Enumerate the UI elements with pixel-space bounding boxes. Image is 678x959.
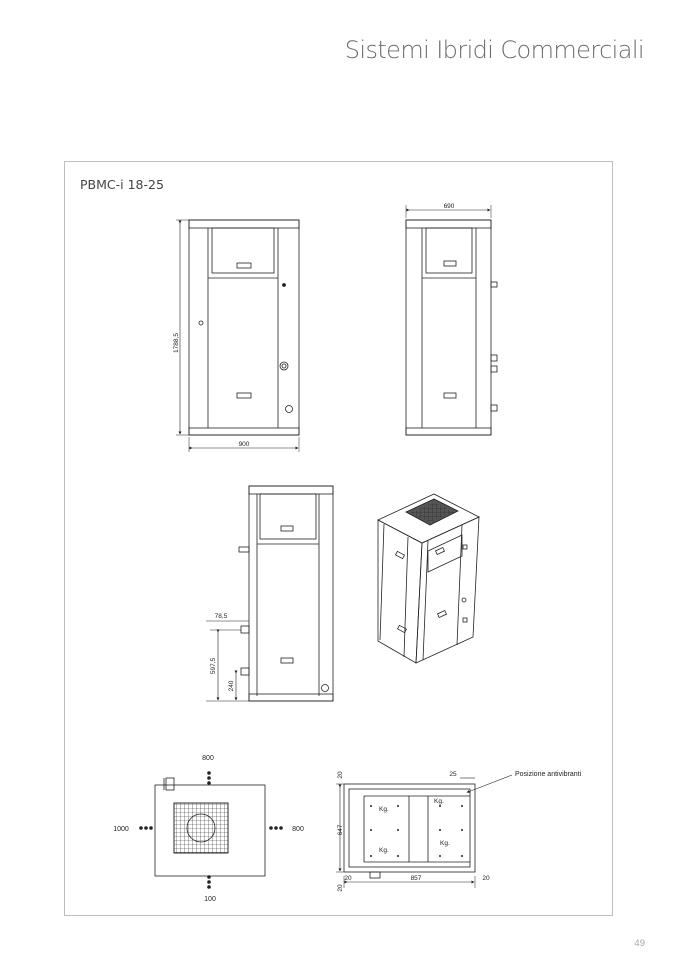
isometric-view — [378, 494, 479, 663]
side-view — [406, 205, 497, 435]
clearance-top: 800 — [202, 755, 214, 762]
base-dim-left-bottom: 20 — [337, 884, 344, 892]
front-height-dim: 1788,5 — [173, 333, 180, 353]
rear-dim-b: 597,5 — [210, 657, 217, 675]
clearance-view — [155, 778, 265, 876]
base-dim-left-top: 20 — [337, 771, 344, 779]
rear-dim-a: 78,5 — [214, 613, 228, 620]
front-view — [176, 220, 299, 452]
rear-view — [206, 486, 333, 701]
side-depth-dim: 690 — [443, 203, 455, 210]
base-view — [336, 775, 512, 888]
kg-label: Kg. — [434, 798, 444, 805]
page-number: 49 — [634, 938, 645, 949]
base-dim-bottom-left: 20 — [344, 875, 352, 882]
kg-label: Kg. — [379, 806, 389, 813]
clearance-right: 800 — [292, 826, 304, 833]
front-width-dim: 900 — [238, 441, 250, 448]
clearance-bottom: 100 — [204, 896, 216, 903]
kg-label: Kg. — [379, 847, 389, 854]
base-dim-height: 647 — [337, 824, 344, 836]
base-dim-top-offset: 25 — [449, 771, 457, 778]
base-dim-width: 857 — [410, 875, 422, 882]
kg-label: Kg. — [440, 840, 450, 847]
rear-dim-c: 240 — [228, 680, 235, 692]
model-label: PBMC-i 18-25 — [80, 177, 164, 192]
base-dim-bottom-right: 20 — [482, 875, 490, 882]
clearance-left: 1000 — [113, 826, 129, 833]
antivibration-callout: Posizione antivibranti — [515, 771, 582, 778]
page-title: Sistemi Ibridi Commerciali — [344, 36, 644, 64]
